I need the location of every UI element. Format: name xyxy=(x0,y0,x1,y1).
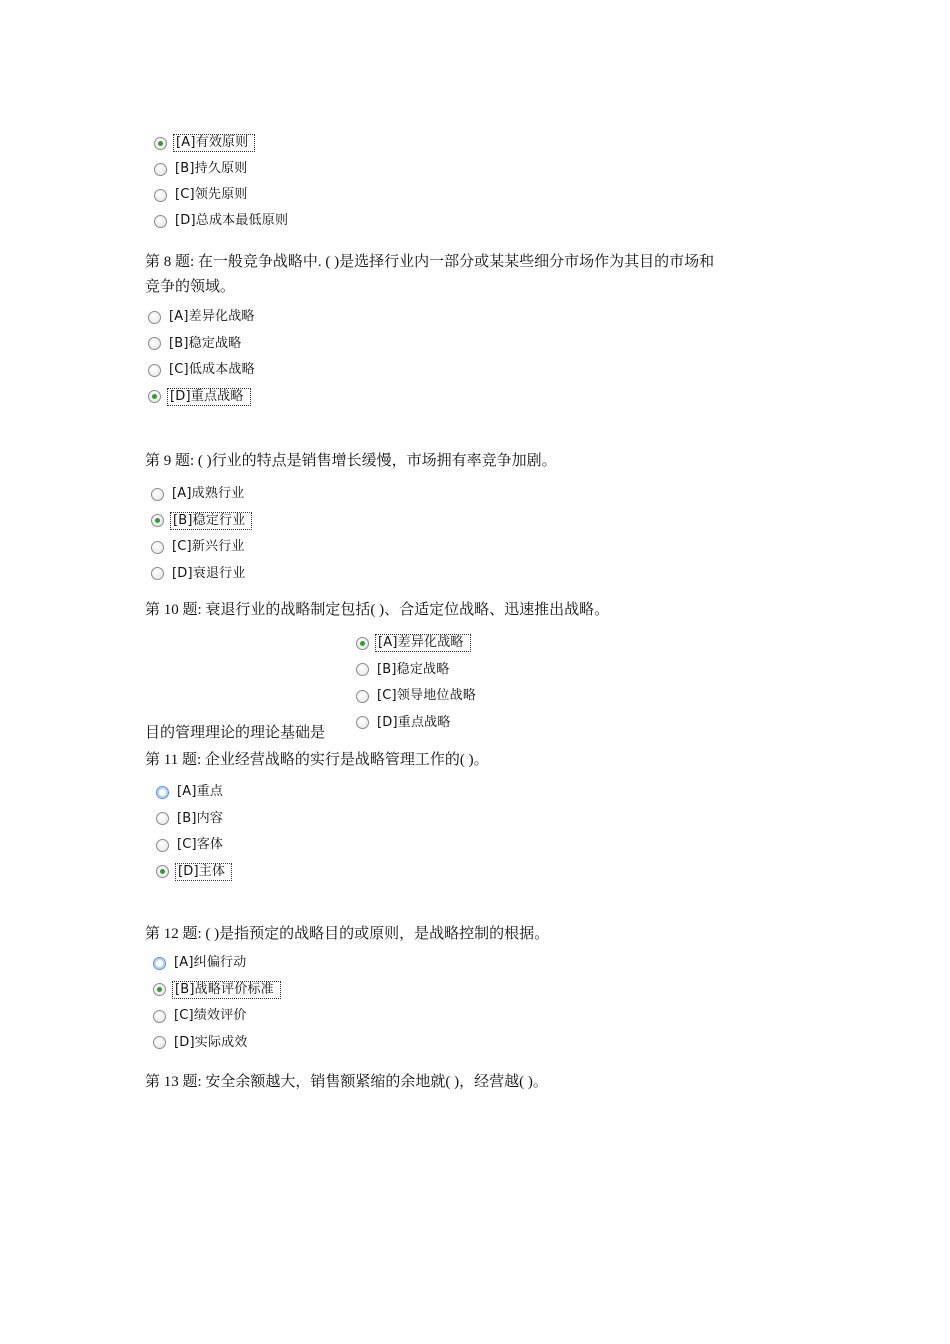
radio-button[interactable] xyxy=(356,716,369,729)
q9-option-b[interactable] xyxy=(151,508,252,535)
option-label[interactable]: [B]稳定行业 xyxy=(170,512,252,530)
q11-option-a[interactable] xyxy=(156,779,232,806)
q12-option-b[interactable] xyxy=(153,977,281,1004)
option-label[interactable]: [A]纠偏行动 xyxy=(174,955,247,971)
option-label[interactable]: [D]重点战略 xyxy=(167,388,251,406)
q11-options xyxy=(156,779,232,885)
radio-button[interactable] xyxy=(148,311,161,324)
option-label[interactable]: [A]成熟行业 xyxy=(172,486,245,502)
radio-button[interactable] xyxy=(156,839,169,852)
q8-option-b[interactable] xyxy=(148,331,257,358)
q7-option-c[interactable] xyxy=(154,182,290,208)
option-label[interactable]: [A]重点 xyxy=(177,784,224,800)
option-label[interactable]: [A]差异化战略 xyxy=(375,634,471,652)
radio-button[interactable] xyxy=(154,163,167,176)
option-label[interactable]: [C]新兴行业 xyxy=(172,539,245,555)
q12-option-c[interactable] xyxy=(153,1003,281,1030)
option-label[interactable]: [D]总成本最低原则 xyxy=(175,213,289,228)
radio-button[interactable] xyxy=(154,215,167,228)
q11-question: 第 11 题: 企业经营战略的实行是战略管理工作的( )。 xyxy=(145,752,489,768)
q10-option-b[interactable] xyxy=(356,657,478,684)
q9-options xyxy=(151,481,252,587)
option-label[interactable]: [B]稳定战略 xyxy=(169,335,242,351)
radio-button[interactable] xyxy=(356,690,369,703)
q8-options xyxy=(148,304,257,410)
q12-question: 第 12 题: ( )是指预定的战略目的或原则，是战略控制的根据。 xyxy=(145,926,550,942)
q13-question: 第 13 题: 安全余额越大，销售额紧缩的余地就( )，经营越( )。 xyxy=(145,1074,548,1090)
option-label[interactable]: [C]领导地位战略 xyxy=(377,688,477,704)
q12-option-d[interactable] xyxy=(153,1030,281,1057)
radio-button[interactable] xyxy=(356,637,369,650)
q11-option-d[interactable] xyxy=(156,859,232,886)
q7-option-d[interactable] xyxy=(154,208,290,234)
option-label[interactable]: [B]战略评价标准 xyxy=(172,981,281,999)
q8-question-line1: 第 8 题: 在一般竞争战略中. ( )是选择行业内一部分或某某些细分市场作为其目的市场和 xyxy=(145,254,715,270)
radio-button[interactable] xyxy=(156,786,169,799)
option-label[interactable]: [B]持久原则 xyxy=(175,161,248,176)
q7-options xyxy=(154,130,290,234)
option-label[interactable]: [A]有效原则 xyxy=(173,134,255,152)
radio-button[interactable] xyxy=(156,865,169,878)
radio-button[interactable] xyxy=(151,514,164,527)
q12-options xyxy=(153,950,281,1056)
radio-button[interactable] xyxy=(151,488,164,501)
q11-option-c[interactable] xyxy=(156,832,232,859)
radio-button[interactable] xyxy=(154,137,167,150)
radio-button[interactable] xyxy=(151,567,164,580)
q8-option-d[interactable] xyxy=(148,384,257,411)
option-label[interactable]: [A]差异化战略 xyxy=(169,309,255,325)
radio-button[interactable] xyxy=(148,390,161,403)
option-label[interactable]: [C]低成本战略 xyxy=(169,362,255,378)
q10-options xyxy=(356,630,478,736)
option-label[interactable]: [C]绩效评价 xyxy=(174,1008,247,1024)
radio-button[interactable] xyxy=(148,337,161,350)
option-label[interactable]: [C]领先原则 xyxy=(175,187,248,202)
radio-button[interactable] xyxy=(153,983,166,996)
radio-button[interactable] xyxy=(148,364,161,377)
radio-button[interactable] xyxy=(153,1036,166,1049)
radio-button[interactable] xyxy=(156,812,169,825)
q10-option-d[interactable] xyxy=(356,710,478,737)
q8-option-c[interactable] xyxy=(148,357,257,384)
option-label[interactable]: [C]客体 xyxy=(177,837,224,853)
q10-question: 第 10 题: 衰退行业的战略制定包括( )、合适定位战略、迅速推出战略。 xyxy=(145,602,610,618)
q10-option-a[interactable] xyxy=(356,630,478,657)
q9-question: 第 9 题: ( )行业的特点是销售增长缓慢，市场拥有率竞争加剧。 xyxy=(145,453,557,469)
stray-text: 目的管理理论的理论基础是 xyxy=(145,725,326,741)
option-label[interactable]: [B]稳定战略 xyxy=(377,661,450,677)
q8-option-a[interactable] xyxy=(148,304,257,331)
option-label[interactable]: [D]实际成效 xyxy=(174,1034,248,1050)
option-label[interactable]: [D]主体 xyxy=(175,863,232,881)
q7-option-b[interactable] xyxy=(154,156,290,182)
q9-option-a[interactable] xyxy=(151,481,252,508)
q8-question-line2: 竞争的领域。 xyxy=(145,279,236,295)
q9-option-d[interactable] xyxy=(151,561,252,588)
radio-button[interactable] xyxy=(153,1010,166,1023)
radio-button[interactable] xyxy=(153,957,166,970)
q7-option-a[interactable] xyxy=(154,130,290,156)
q11-option-b[interactable] xyxy=(156,806,232,833)
option-label[interactable]: [D]衰退行业 xyxy=(172,565,246,581)
q12-option-a[interactable] xyxy=(153,950,281,977)
radio-button[interactable] xyxy=(151,541,164,554)
option-label[interactable]: [B]内容 xyxy=(177,810,224,826)
q9-option-c[interactable] xyxy=(151,534,252,561)
option-label[interactable]: [D]重点战略 xyxy=(377,714,451,730)
q10-option-c[interactable] xyxy=(356,683,478,710)
radio-button[interactable] xyxy=(356,663,369,676)
radio-button[interactable] xyxy=(154,189,167,202)
